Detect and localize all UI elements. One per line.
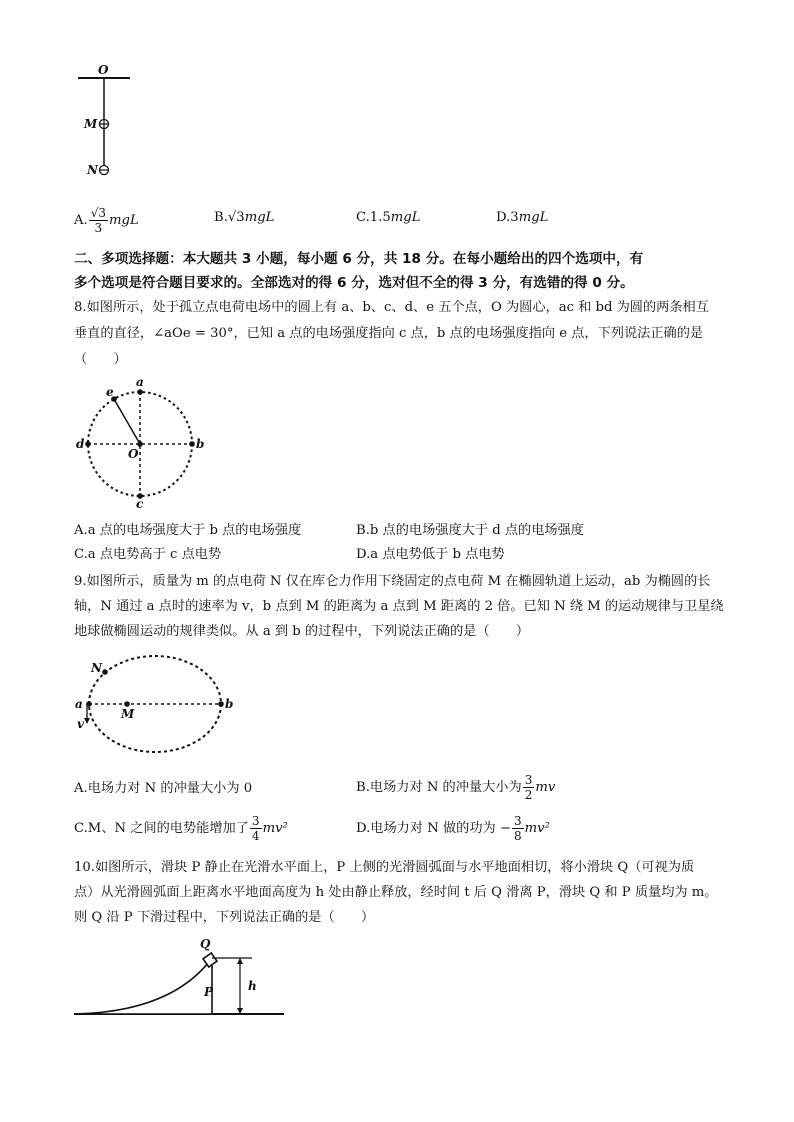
label-v: v: [77, 717, 84, 731]
label-h: h: [248, 979, 257, 993]
q7-figure: [70, 60, 150, 185]
q9-option-a: A.电场力对 N 的冲量大小为 0: [74, 781, 253, 796]
section2-line1: 二、多项选择题：本大题共 3 小题，每小题 6 分，共 18 分。在每小题给出的四个选项中，有: [74, 251, 644, 267]
label-m: M: [84, 117, 98, 131]
label-d: d: [76, 437, 85, 451]
q10-line2: 点）从光滑圆弧面上距离水平地面高度为 h 处由静止释放，经时间 t 后 Q 滑离 P，滑块 Q 和 P 质量均为 m。: [74, 885, 718, 900]
q9-option-c: C.M、N 之间的电势能增加了 $\frac{3}{4}$ mv²: [74, 814, 288, 843]
label-m: M: [121, 707, 135, 721]
q7-option-d: D.3mgL: [496, 210, 549, 225]
q9-option-b: B.电场力对 N 的冲量大小为 $\frac{3}{2}$ mv: [356, 773, 556, 802]
label-o: O: [128, 447, 139, 461]
q9-line3: 地球做椭圆运动的规律类似。从 a 到 b 的过程中，下列说法正确的是（ ）: [74, 624, 530, 639]
q8-figure: [76, 375, 210, 511]
q10-line3: 则 Q 沿 P 下滑过程中，下列说法正确的是（ ）: [74, 910, 375, 925]
q8-line1: 8.如图所示，处于孤立点电荷电场中的圆上有 a、b、c、d、e 五个点，O 为圆心，ac 和 bd 为圆的两条相互: [74, 300, 709, 315]
label-n: N: [87, 163, 98, 177]
q8-option-a: A.a 点的电场强度大于 b 点的电场强度: [74, 523, 302, 538]
label-a: a: [136, 375, 144, 389]
label-n: N: [91, 661, 102, 675]
q9-line1: 9.如图所示，质量为 m 的点电荷 N 仅在库仑力作用下绕固定的点电荷 M 在椭圆轨道上运动，ab 为椭圆的长: [74, 574, 711, 589]
section2-line2: 多个选项是符合题目要求的。全部选对的得 6 分，选对但不全的得 3 分，有选错的得 0 分。: [74, 275, 634, 291]
q7-option-a: A. $\frac{√3}{3}$ mgL: [74, 206, 139, 235]
q8-option-c: C.a 点电势高于 c 点电势: [74, 547, 222, 562]
q9-figure: [75, 652, 245, 762]
q7-option-c: C.1.5mgL: [356, 210, 421, 225]
label-a: a: [75, 697, 83, 711]
q9-line2: 轴，N 通过 a 点时的速率为 v，b 点到 M 的距离为 a 点到 M 距离的 2 倍。已知 N 绕 M 的运动规律与卫星绕: [74, 599, 724, 614]
q8-line2: 垂直的直径，∠aOe = 30°，已知 a 点的电场强度指向 c 点，b 点的电场强度指向 e 点，下列说法正确的是: [74, 326, 704, 341]
label-q: Q: [200, 937, 211, 951]
label-b: b: [225, 697, 234, 711]
label-o: O: [98, 63, 109, 77]
q8-line3: （ ）: [74, 352, 127, 367]
label-e: e: [106, 385, 114, 399]
q7-option-b: B.√3mgL: [214, 210, 275, 225]
q10-line1: 10.如图所示，滑块 P 静止在光滑水平面上，P 上侧的光滑圆弧面与水平地面相切，将小滑块 Q（可视为质: [74, 860, 695, 875]
q10-figure: [72, 938, 292, 1028]
label-p: P: [204, 985, 214, 999]
label-c: c: [136, 497, 144, 511]
q9-option-d: D.电场力对 N 做的功为 − $\frac{3}{8}$ mv²: [356, 814, 550, 843]
label-b: b: [196, 437, 205, 451]
q8-option-d: D.a 点电势低于 b 点电势: [356, 547, 505, 562]
q8-option-b: B.b 点的电场强度大于 d 点的电场强度: [356, 523, 584, 538]
